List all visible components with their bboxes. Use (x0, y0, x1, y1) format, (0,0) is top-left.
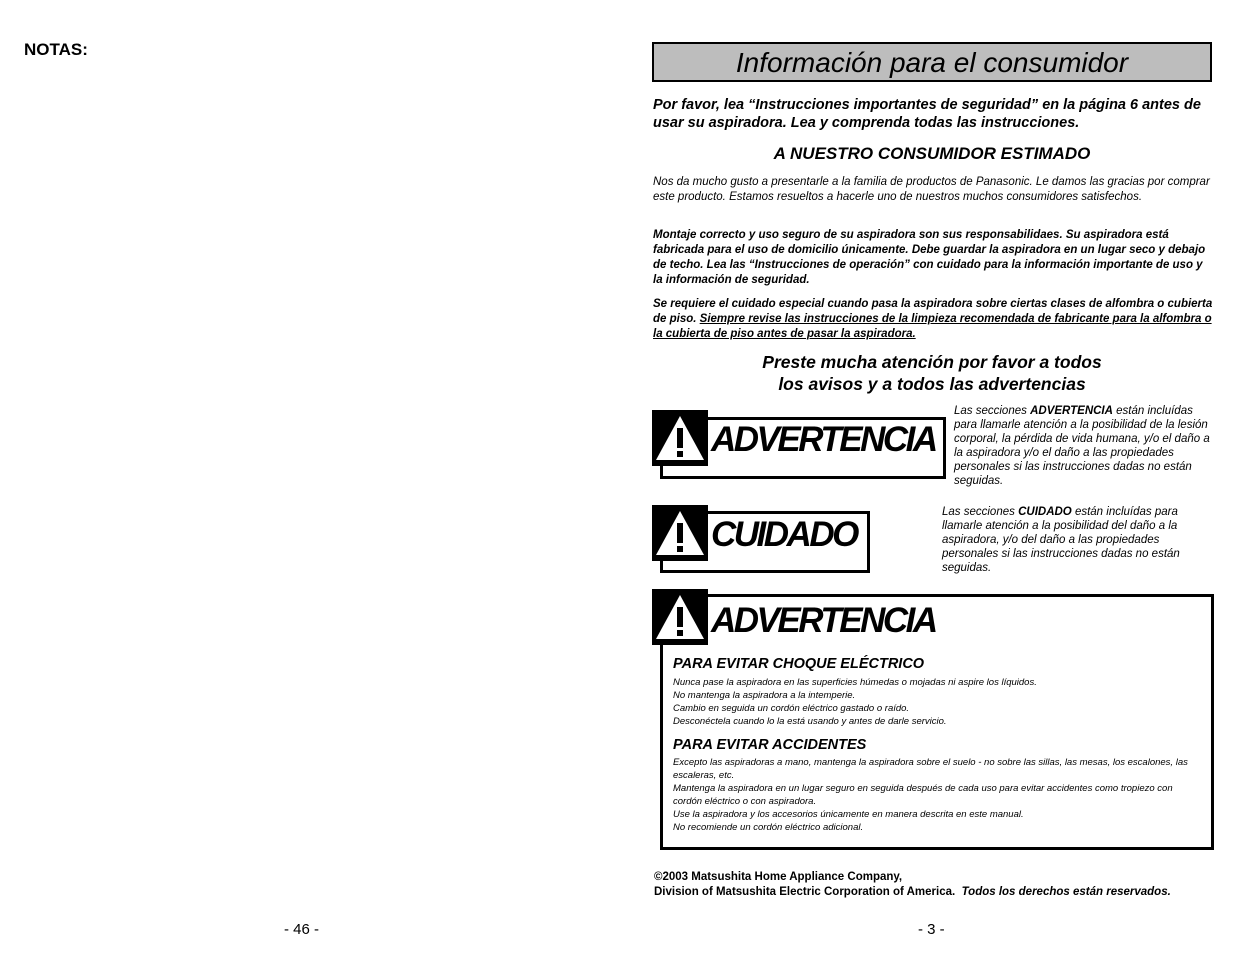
caution-icon (652, 505, 708, 561)
attention-heading (652, 351, 1212, 395)
warning-description (954, 404, 1216, 488)
caution-desc-post: están incluídas para llamarle atención a la posibilidad del daño a la aspiradora, y/o del daño a las propiedades personales si las instrucciones dadas no están seguidas. (942, 506, 1180, 574)
copyright-company: Division of Matsushita Electric Corporation of America. (654, 886, 956, 898)
page-number-left: - 46 - (284, 921, 320, 938)
dear-consumer-heading: A NUESTRO CONSUMIDOR ESTIMADO (773, 144, 1091, 163)
warning-icon (652, 410, 708, 466)
warning-badge-label: ADVERTENCIA (711, 420, 936, 459)
carpet-care-text: Se requiere el cuidado especial cuando pasa la aspiradora sobre ciertas clases de alfombra o cubierta de piso. (653, 298, 1213, 325)
list-item: Nunca pase la aspiradora en las superficies húmedas o mojadas ni aspire los líquidos. (673, 677, 1037, 688)
notes-label: NOTAS: (24, 40, 88, 59)
paragraph-responsibilities: Montaje correcto y uso seguro de su aspiradora son sus responsabilidaes. Su aspiradora está fabricada para el uso de domicilio únicamente. Debe guardar la aspiradora en un lugar seco y debajo de techo. Lea las “Instrucciones de operación” con cuidado para la información importante de uso y la información de seguridad. (653, 229, 1206, 286)
intro-text: Por favor, lea “Instrucciones importantes de seguridad” en la página 6 antes de usar su aspiradora. Lea y comprenda todas las instrucciones. (653, 97, 1201, 131)
accident-list (673, 756, 1198, 834)
paragraph-carpet-care (653, 297, 1213, 342)
copyright-rights: Todos los derechos están reservados. (961, 886, 1171, 898)
attention-line-2: los avisos y a todos las advertencias (778, 374, 1086, 394)
list-item: No mantenga la aspiradora a la intemperie. (673, 690, 856, 701)
copyright-line-2 (654, 885, 1214, 900)
caution-desc-bold: CUIDADO (1018, 506, 1072, 518)
caution-desc-pre: Las secciones (942, 506, 1019, 518)
list-item: No recomiende un cordón eléctrico adicional. (673, 822, 864, 833)
list-item: Excepto las aspiradoras a mano, mantenga la aspiradora sobre el suelo - no sobre las sillas, las mesas, los escalones, las escaleras, etc. (673, 757, 1188, 781)
warning-desc-bold: ADVERTENCIA (1030, 405, 1113, 417)
warning-box-label: ADVERTENCIA (711, 601, 936, 640)
list-item: Cambio en seguida un cordón eléctrico gastado o raído. (673, 703, 910, 714)
carpet-care-underlined-text: Siempre revise las instrucciones de la limpieza recomendada de fabricante para la alfombra o la cubierta de piso antes de pasar la aspiradora. (653, 313, 1212, 340)
copyright-footer (654, 870, 1214, 900)
warning-desc-post: están incluídas para llamarle atención a la posibilidad de la lesión corporal, la pérdida de vida humana, y/o el daño a la aspiradora y/o el daño a las propiedades personales si las instrucciones dadas no están seguidas. (954, 405, 1210, 487)
page-number-right: - 3 - (918, 921, 945, 938)
caution-badge-label: CUIDADO (711, 515, 857, 554)
paragraph-welcome: Nos da mucho gusto a presentarle a la familia de productos de Panasonic. Le damos las gracias por comprar este producto. Estamos resueltos a hacerle uno de nuestros muchos consumidores satisfechos. (653, 176, 1210, 203)
warning-box-icon (652, 589, 708, 645)
list-item: Desconéctela cuando lo la está usando y antes de darle servicio. (673, 716, 947, 727)
caution-description (942, 505, 1204, 575)
copyright-line-1: ©2003 Matsushita Home Appliance Company, (654, 871, 903, 883)
list-item: Mantenga la aspiradora en un lugar seguro en seguida después de cada uso para evitar accidentes como tropiezo con cordón eléctrico o con aspiradora. (673, 783, 1173, 807)
accident-heading: PARA EVITAR ACCIDENTES (673, 737, 867, 753)
shock-heading: PARA EVITAR CHOQUE ELÉCTRICO (673, 656, 925, 672)
page-title-banner: Información para el consumidor (652, 42, 1212, 82)
list-item: Use la aspiradora y los accesorios únicamente en manera descrita en este manual. (673, 809, 1024, 820)
shock-list (673, 676, 1198, 728)
attention-line-1: Preste mucha atención por favor a todos (762, 352, 1102, 372)
warning-desc-pre: Las secciones (954, 405, 1031, 417)
